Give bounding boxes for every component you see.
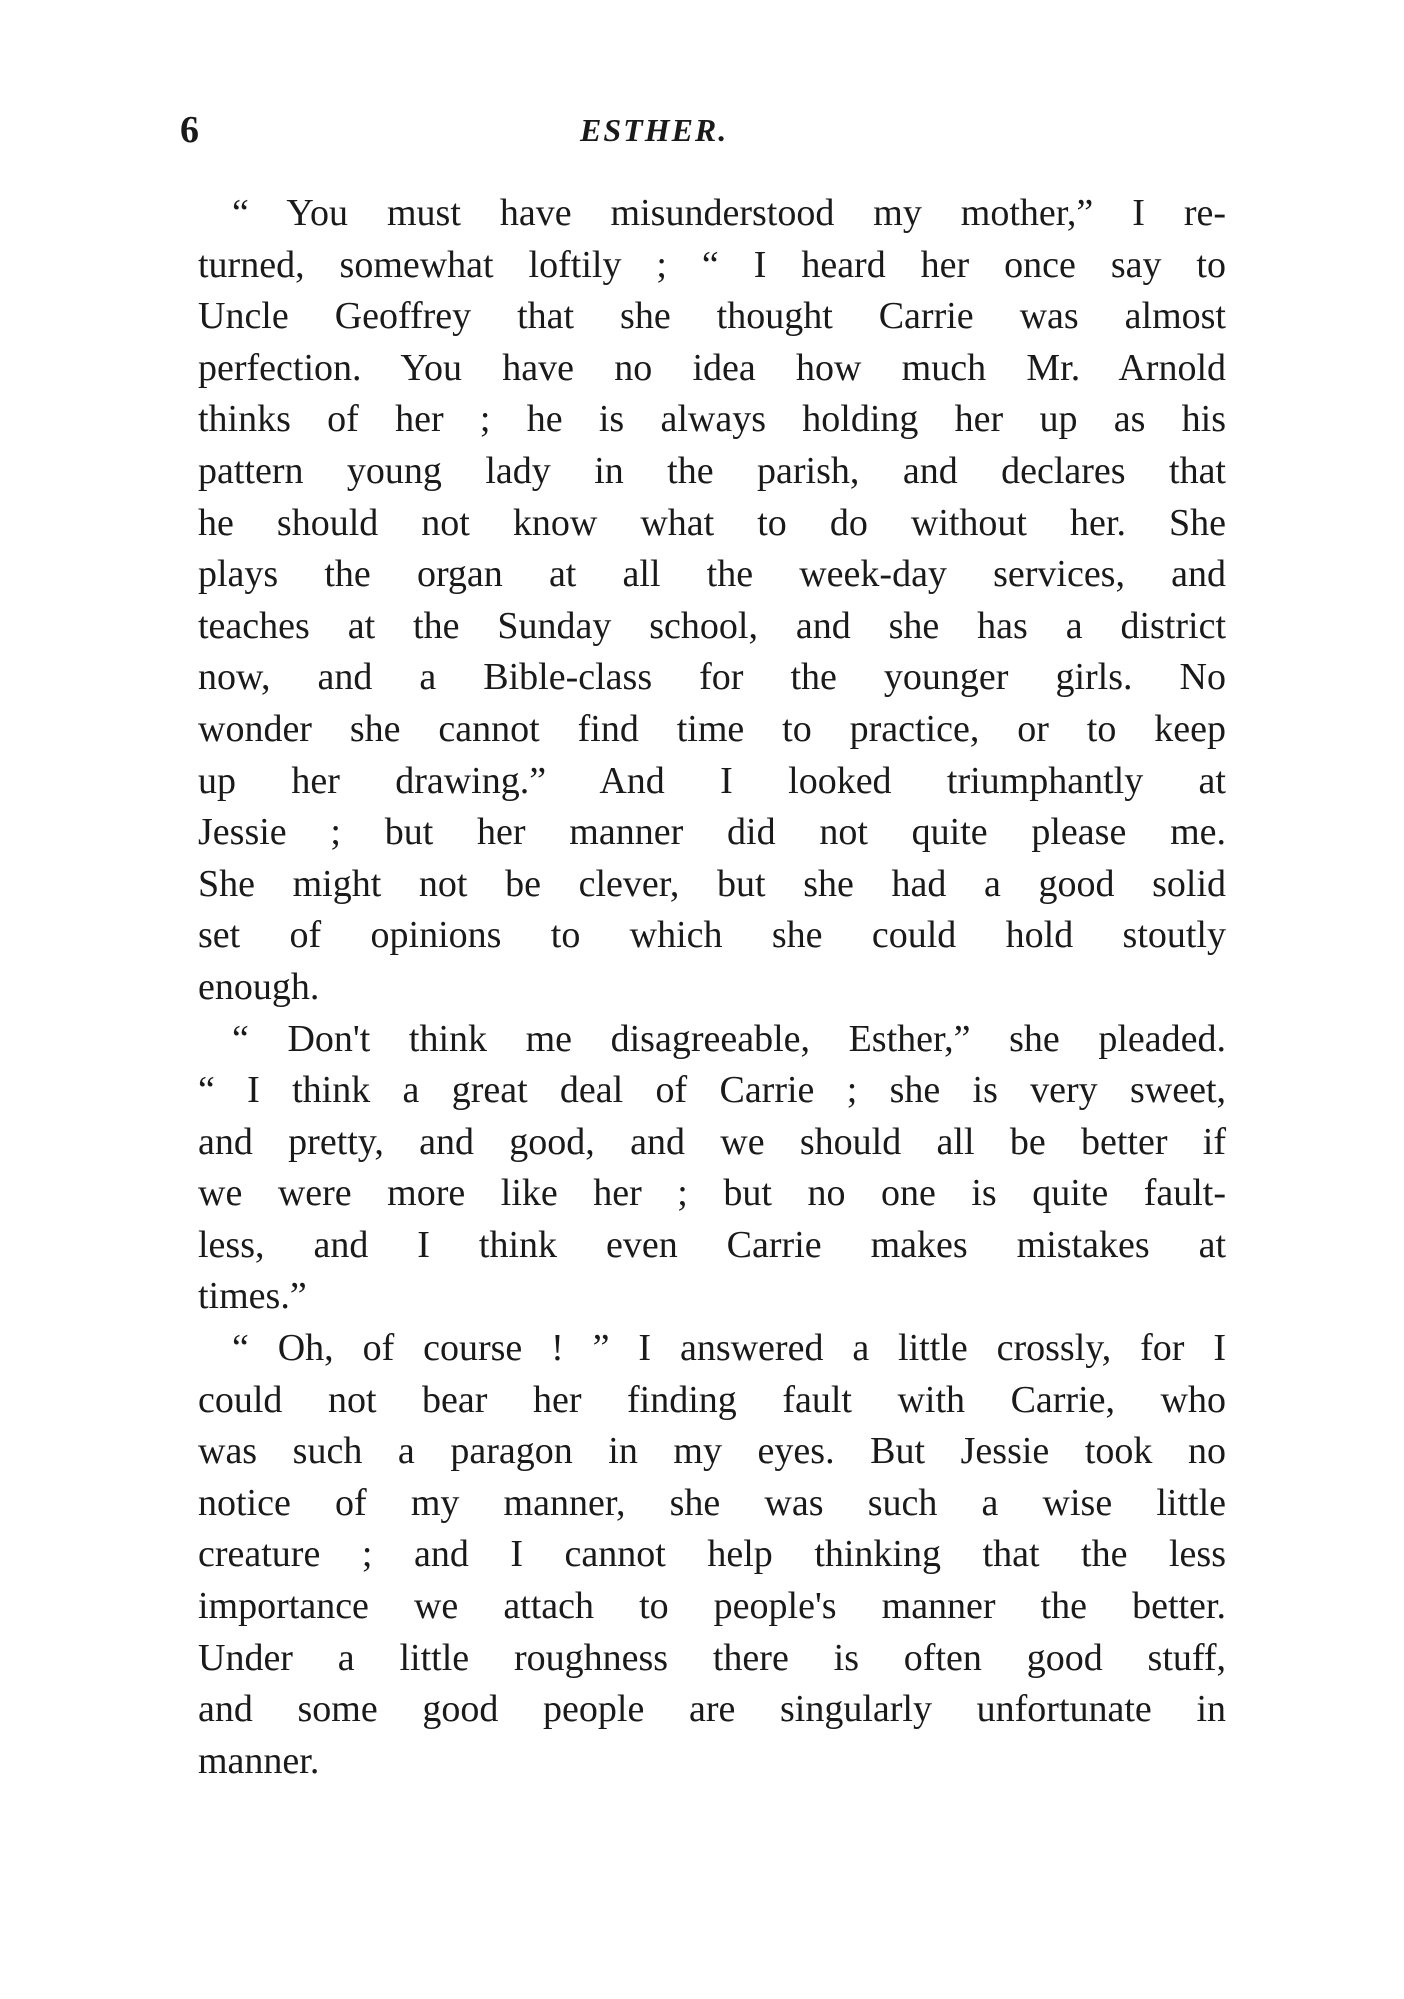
text-line: wonder she cannot find time to practice, or to keep — [198, 707, 1226, 750]
text-line: “ Don't think me disagreeable, Esther,” she pleaded. — [232, 1017, 1226, 1060]
text-line: turned, somewhat loftily ; “ I heard her once say to — [198, 243, 1226, 286]
text-line: manner. — [198, 1739, 320, 1782]
text-line: enough. — [198, 965, 320, 1008]
text-line: Uncle Geoffrey that she thought Carrie was almost — [198, 295, 1226, 338]
text-line: was such a paragon in my eyes. But Jessie took no — [198, 1430, 1226, 1473]
running-head — [180, 105, 1220, 155]
text-line: “ I think a great deal of Carrie ; she is very sweet, — [198, 1069, 1226, 1112]
text-line: times.” — [198, 1275, 307, 1318]
text-line: set of opinions to which she could hold stoutly — [198, 914, 1226, 957]
text-line: perfection. You have no idea how much Mr. Arnold — [198, 346, 1226, 389]
text-line: She might not be clever, but she had a good solid — [198, 862, 1226, 905]
text-line: pattern young lady in the parish, and declares that — [198, 449, 1226, 492]
text-line: less, and I think even Carrie makes mistakes at — [198, 1223, 1226, 1266]
text-line: and some good people are singularly unfortunate in — [198, 1688, 1226, 1731]
text-line: plays the organ at all the week-day services, and — [198, 553, 1226, 596]
text-line: notice of my manner, she was such a wise little — [198, 1481, 1226, 1524]
text-line: “ Oh, of course ! ” I answered a little crossly, for I — [232, 1327, 1226, 1370]
text-line: creature ; and I cannot help thinking that the less — [198, 1533, 1226, 1576]
text-line: he should not know what to do without her. She — [198, 501, 1226, 544]
running-title: ESTHER. — [580, 112, 729, 148]
text-line: “ You must have misunderstood my mother,” I re- — [232, 192, 1226, 234]
text-line: importance we attach to people's manner the better. — [198, 1585, 1226, 1628]
text-line: teaches at the Sunday school, and she has a district — [198, 604, 1226, 647]
text-line: up her drawing.” And I looked triumphantly at — [198, 759, 1226, 802]
text-line: could not bear her finding fault with Carrie, who — [198, 1378, 1226, 1421]
text-line: Jessie ; but her manner did not quite please me. — [198, 811, 1226, 854]
text-line: and pretty, and good, and we should all be better if — [198, 1120, 1226, 1163]
text-line: Under a little roughness there is often good stuff, — [198, 1636, 1226, 1679]
text-line: now, and a Bible-class for the younger girls. No — [198, 656, 1226, 699]
text-line: we were more like her ; but no one is quite fault- — [198, 1172, 1226, 1215]
text-line: thinks of her ; he is always holding her up as his — [198, 398, 1226, 441]
body-text — [198, 188, 1226, 1787]
page-number: 6 — [180, 109, 199, 151]
